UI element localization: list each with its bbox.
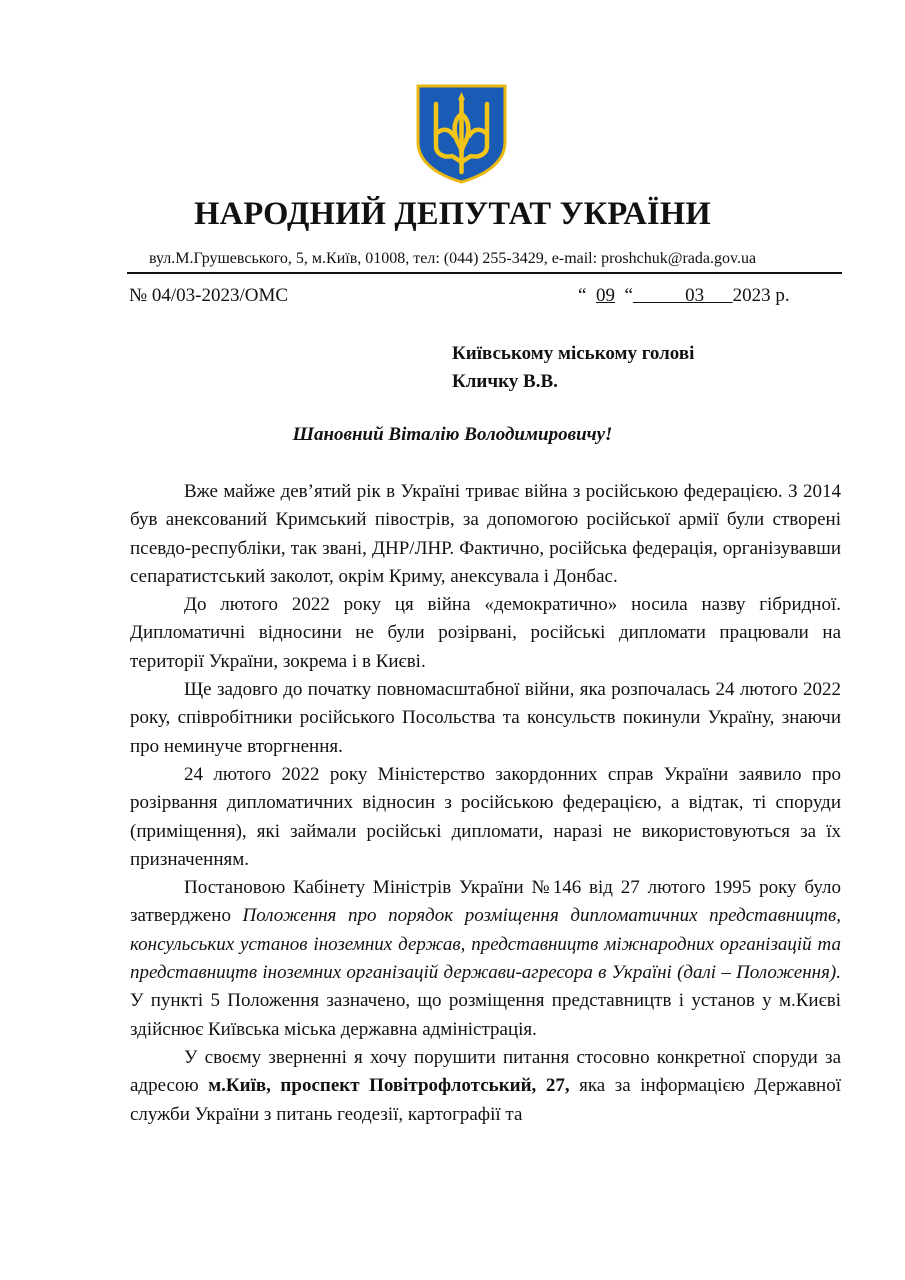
paragraph-3: Ще задовго до початку повномасштабної війни, яка розпочалась 24 лютого 2022 року, співробітники російського Посольства та консульств покинули Україну, знаючи про неминуче вторгнення. (130, 679, 841, 757)
date-close-quote: “ (624, 285, 633, 306)
paragraph-6 (130, 1044, 841, 1129)
salutation: Шановний Віталію Володимировичу! (292, 424, 613, 445)
date-open-quote: “ (578, 285, 587, 306)
paragraph-1: Вже майже дев’ятий рік в Україні триває війна з російською федерацією. З 2014 був анексований Кримський півострів, за допомогою російської армії були створені псевдо-республіки, так звані, ДНР/ЛНР. Фактично, російська федерація, організувавши сепаратистський заколот, окрім Криму, анексувала і Донбас. (130, 481, 841, 587)
regulation-title: Положення про порядок розміщення дипломатичних представництв, консульських установ іноземних держав, представництв міжнародних організацій та представництв іноземних організацій держави-агресора в Україні (далі – Положення). (130, 905, 842, 984)
paragraph-5-start: Постановою Кабінету Міністрів України №146 від 27 лютого 1995 року було затверджено (130, 877, 841, 927)
reference-number: № 04/03-2023/ОМС (129, 285, 289, 306)
recipient-name: Кличку В.В. (452, 371, 558, 392)
paragraph-6-end: яка за інформацією Державної служби України з питань геодезії, картографії та (130, 1075, 841, 1125)
date-month-field (633, 285, 733, 306)
date-month: 03 (685, 285, 705, 306)
letter-date (578, 285, 790, 307)
recipient-title: Київському міському голові (452, 343, 695, 364)
paragraph-5 (130, 874, 841, 1044)
trident-coat-of-arms-icon (416, 84, 507, 184)
property-address: м.Київ, проспект Повітрофлотський, 27, (208, 1075, 570, 1097)
page-title: НАРОДНИЙ ДЕПУТАТ УКРАЇНИ (194, 196, 711, 232)
sender-address: вул.М.Грушевського, 5, м.Київ, 01008, тел: (044) 255-3429, e-mail: proshchuk@rada.gov.ua (148, 250, 757, 267)
letter-body (130, 478, 841, 1129)
paragraph-6-start: У своєму зверненні я хочу порушити питання стосовно конкретної споруди за адресою (130, 1046, 841, 1097)
paragraph-4: 24 лютого 2022 року Міністерство закордонних справ України заявило про розірвання дипломатичних відносин з російською федерацією, а відтак, ті споруди (приміщення), які займали російські дипломати, наразі не використовуються за їх призначенням. (130, 763, 841, 870)
paragraph-2: До лютого 2022 року ця війна «демократично» носила назву гібридної. Дипломатичні відносини не були розірвані, російські дипломати працювали на території України, зокрема і в Києві. (130, 594, 841, 672)
date-year: 2023 р. (732, 285, 790, 306)
date-day: 09 (595, 285, 615, 306)
paragraph-5-end: У пункті 5 Положення зазначено, що розміщення представництв і установ у м.Києві здійснює Київська міська державна адміністрація. (130, 990, 841, 1040)
header-divider (127, 272, 842, 274)
recipient-block (452, 340, 694, 396)
